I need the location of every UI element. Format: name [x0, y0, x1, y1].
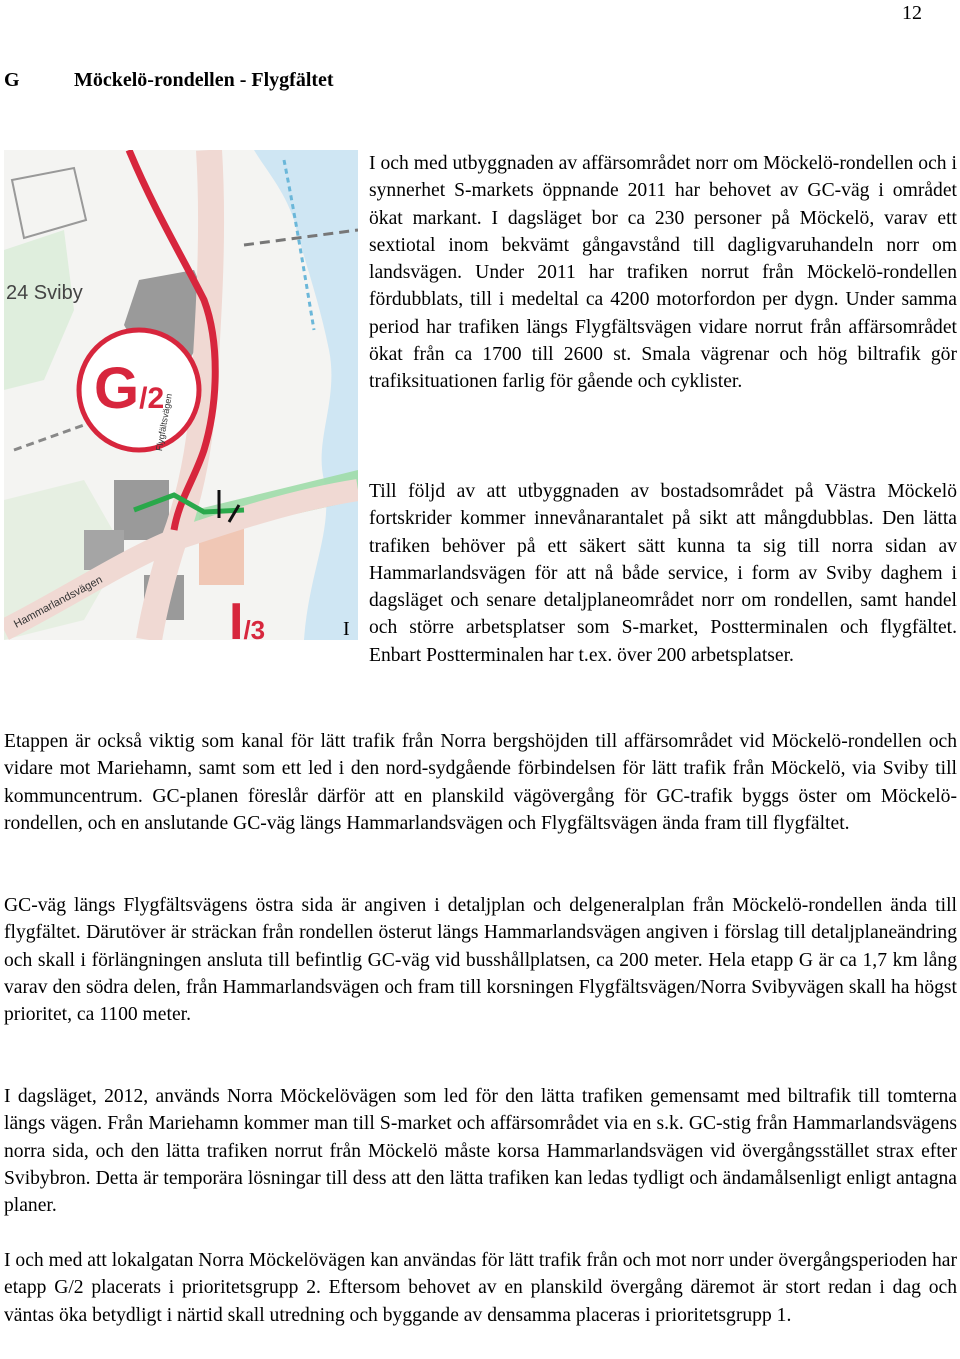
stage-number-next: /3 [243, 615, 266, 640]
paragraph-3: Etappen är också viktig som kanal för lätt trafik från Norra bergshöjden till affärsområdet vid Möckelö-rondellen och vidare mot Mariehamn, samt som ett led i den nord-sydgående förbindelsen för lätt trafik från Möckelö, via Sviby till kommuncentrum. GC-planen föreslår därför att en planskild vägövergång för GC-trafik byggs öster om Möckelö-rondellen, och en anslutande GC-väg längs Hammarlandsvägen och Flygfältsvägen ända fram till flygfältet. [4, 731, 957, 834]
paragraph-6: I och med att lokalgatan Norra Möckelövägen kan användas för lätt trafik från och mot norr under övergångsperioden har etapp G/2 placerats i prioritetsgrupp 2. Eftersom behovet av en planskild övergång däremot är stort redan i dag och väntas öka betydligt i närtid skall utredning och byggande av densamma placeras i prioritetsgrupp 1. [4, 1250, 957, 1326]
place-label: 24 Sviby [6, 282, 83, 304]
stage-letter: G [94, 356, 140, 421]
stage-letter-next: I [229, 593, 244, 640]
page-number: 12 [902, 2, 922, 24]
section-heading [4, 69, 334, 92]
stage-number: /2 [139, 382, 165, 415]
map-caption: I [343, 618, 350, 640]
route-map [4, 150, 358, 640]
section-letter: G [4, 69, 20, 91]
paragraph-4: GC-väg längs Flygfältsvägens östra sida är angiven i detaljplan och delgeneralplan från Möckelö-rondellen ända till flygfältet. Därutöver är sträckan från rondellen österut längs Hammarlandsvägen angiven i förslag till detaljplaneändring och skall i förlängningen ansluta till befintlig GC-väg vid busshållplatsen, ca 200 meter. Hela etapp G är ca 1,7 km lång varav den södra delen, från Hammarlandsvägen och fram till korsningen Flygfältsvägen/Norra Svibyvägen skall ha högst prioritet, ca 1100 meter. [4, 895, 957, 1026]
section-title: Möckelö-rondellen - Flygfältet [74, 69, 334, 91]
stage-label-g2 [94, 355, 164, 422]
paragraph-1: I och med utbyggnaden av affärsområdet norr om Möckelö-rondellen och i synnerhet S-markets öppnande 2011 har behovet av GC-väg i området ökat markant. I dagsläget bor ca 230 personer på Möckelö, varav ett sextiotal inom bekvämt gångavstånd till dagligvaruhandeln norr om landsvägen. Under 2011 har trafiken norrut från Möckelö-rondellen fördubblats, till i medeltal ca 4200 motorfordon per dygn. Under samma period har trafiken längs Flygfältsvägen vidare norrut från affärsområdet ökat från ca 1700 till 2600 st. Smala vägrenar och hög biltrafik gör trafiksituationen farlig för gående och cyklister. [369, 153, 957, 393]
road-label-hammarlandsvagen: Hammarlandsvägen [12, 573, 105, 631]
paragraph-5: I dagsläget, 2012, används Norra Möckelövägen som led för den lätta trafiken gemensamt med biltrafik till tomterna längs vägen. Från Mariehamn kommer man till S-market och affärsområdet via en s.k. GC-stig från Hammarlandsvägens norra sida, och den lätta trafiken norrut från Möckelö måste korsa Hammarlandsvägen vid övergångsstället strax efter Svibybron. Detta är temporära lösningar till dess att den lätta trafiken kan ledas tydligt och ändamålsenligt enligt antagna planer. [4, 1086, 957, 1217]
stage-label-i3 [229, 592, 265, 640]
road-label-flygfaltsvagen: Flygfältsvägen [154, 392, 174, 452]
paragraph-2: Till följd av att utbyggnaden av bostadsområdet på Västra Möckelö fortskrider kommer innevånarantalet på sikt att mångdubblas. Den lätta trafiken behöver på ett säkert sätt kunna ta sig till norra sidan av Hammarlandsvägen för att nå både service, i form av Sviby daghem i dagsläget och senare detaljplaneområdet norr om rondellen, samt handel och större arbetsplatser som S-market, Postterminalen och flygfältet. Enbart Postterminalen har t.ex. över 200 arbetsplatser. [369, 481, 957, 666]
